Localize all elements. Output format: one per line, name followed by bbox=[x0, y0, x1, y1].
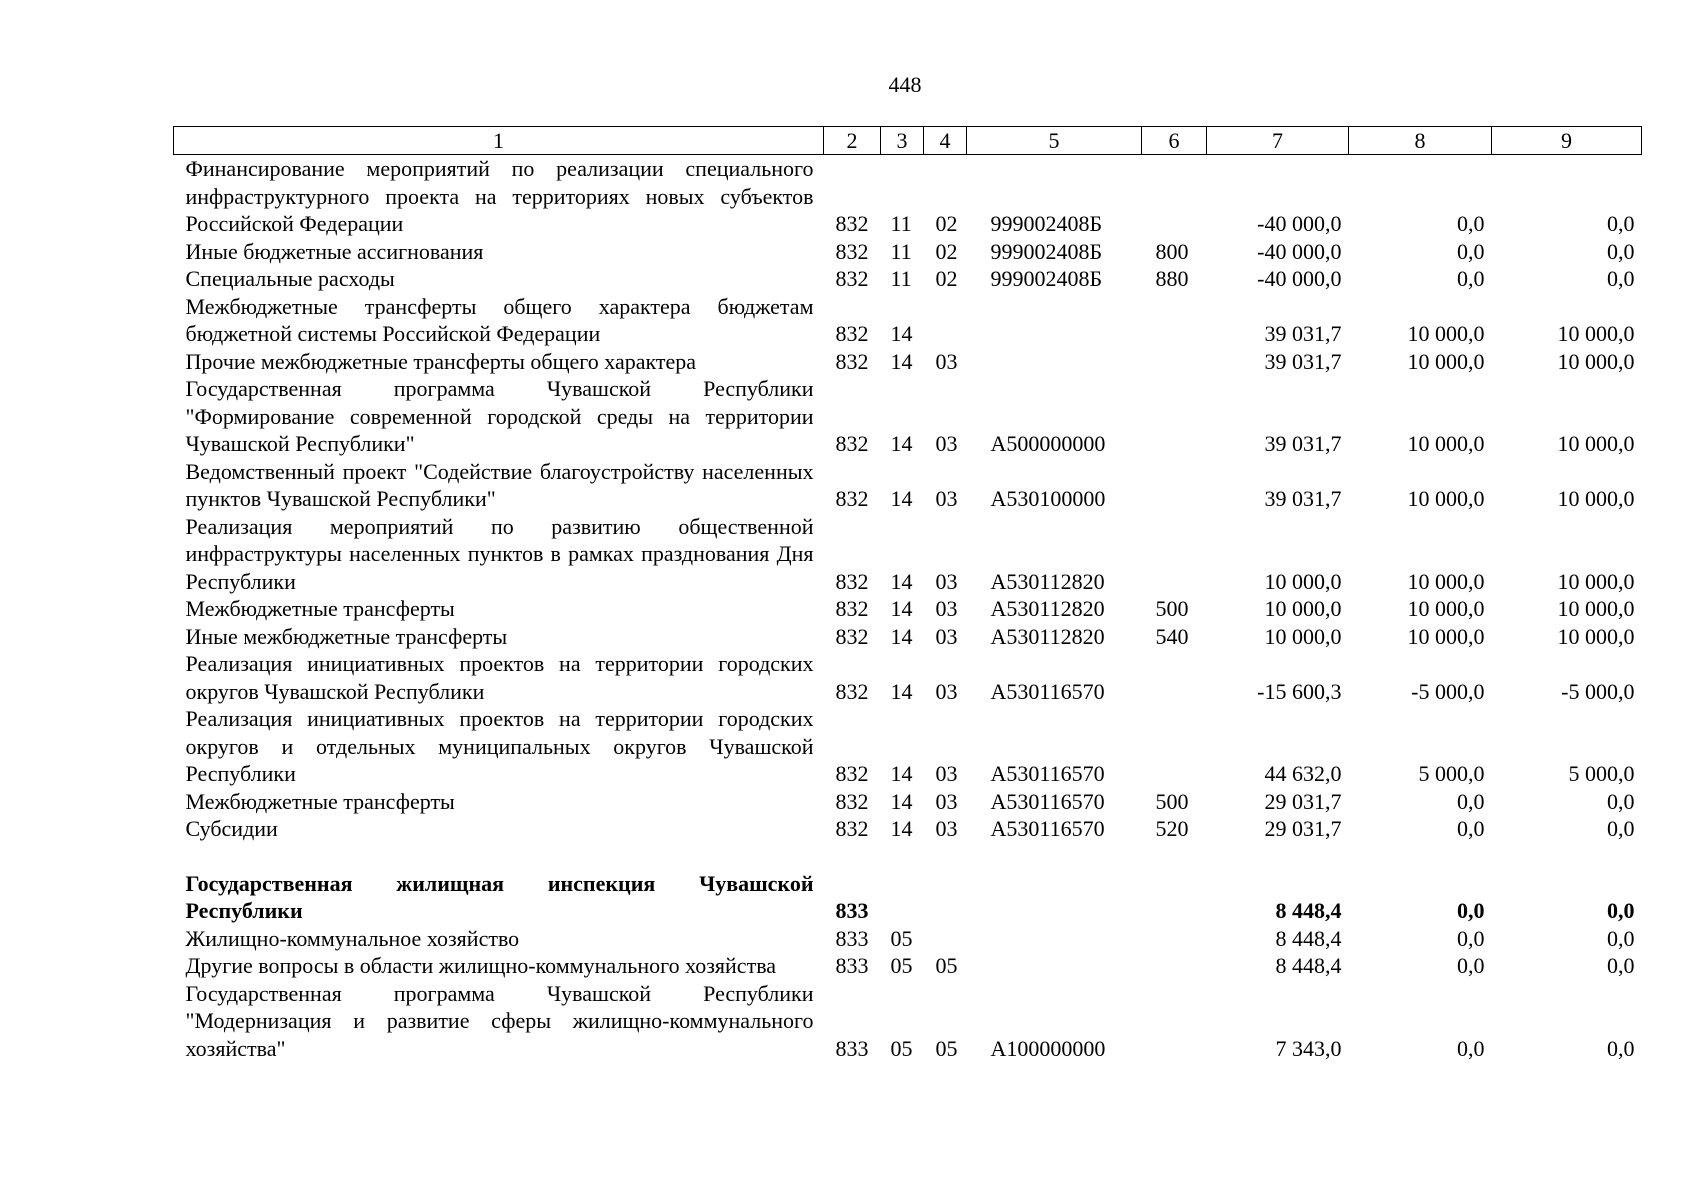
row-name: Государственная программа Чувашской Республики "Модернизация и развитие сферы жилищно-коммунального хозяйства" bbox=[185, 980, 814, 1061]
row-expense-type: 880 bbox=[1155, 266, 1189, 291]
header-col-3: 3 bbox=[881, 127, 924, 155]
row-target-article bbox=[967, 952, 1142, 980]
row-expense-type bbox=[1142, 458, 1207, 513]
row-amount-col8: 0,0 bbox=[1457, 953, 1485, 978]
header-col-8: 8 bbox=[1349, 127, 1492, 155]
header-col-5: 5 bbox=[967, 127, 1142, 155]
row-section: 11 bbox=[890, 211, 912, 236]
row-name: Ведомственный проект "Содействие благоустройству населенных пунктов Чувашской Республики" bbox=[185, 458, 814, 511]
row-amount-col8: 0,0 bbox=[1457, 211, 1485, 236]
row-admin-code: 832 bbox=[835, 816, 869, 841]
row-name: Субсидии bbox=[185, 816, 278, 841]
row-amount-col8: 0,0 bbox=[1457, 925, 1485, 951]
header-col-1: 1 bbox=[174, 127, 824, 155]
row-amount-col8: 10 000,0 bbox=[1407, 486, 1485, 511]
row-subsection: 02 bbox=[935, 266, 958, 291]
row-amount-col7: 39 031,7 bbox=[1264, 321, 1342, 346]
row-target-article: А530116570 bbox=[990, 788, 1105, 814]
row-admin-code: 832 bbox=[835, 238, 869, 264]
row-name: Другие вопросы в области жилищно-коммунального хозяйства bbox=[185, 953, 777, 978]
row-amount-col7: 10 000,0 bbox=[1264, 568, 1342, 594]
table-row bbox=[174, 265, 1642, 293]
row-expense-type: 500 bbox=[1155, 596, 1189, 621]
row-name: Государственная программа Чувашской Республики "Формирование современной городской среды на территории Чувашской Республики" bbox=[185, 376, 814, 456]
row-amount-col9: 10 000,0 bbox=[1557, 486, 1635, 511]
row-amount-col7: 8 448,4 bbox=[1275, 925, 1342, 951]
row-section: 05 bbox=[890, 925, 913, 951]
row-amount-col8: 10 000,0 bbox=[1407, 596, 1485, 621]
row-admin-code: 832 bbox=[835, 788, 869, 814]
row-amount-col9: 10 000,0 bbox=[1557, 348, 1635, 374]
row-expense-type bbox=[1142, 705, 1207, 788]
row-amount-col8: -5 000,0 bbox=[1411, 678, 1485, 704]
row-amount-col8: 0,0 bbox=[1457, 266, 1485, 291]
row-amount-col9: 10 000,0 bbox=[1557, 623, 1635, 649]
table-row bbox=[174, 650, 1642, 705]
row-amount-col8: 0,0 bbox=[1457, 816, 1485, 841]
row-amount-col7: -15 600,3 bbox=[1257, 678, 1342, 704]
row-amount-col7: -40 000,0 bbox=[1257, 211, 1342, 236]
row-admin-code: 833 bbox=[835, 1035, 869, 1061]
row-section: 14 bbox=[890, 596, 913, 621]
row-amount-col8: 10 000,0 bbox=[1407, 431, 1485, 456]
row-expense-type: 540 bbox=[1155, 623, 1189, 649]
row-amount-col9: -5 000,0 bbox=[1561, 678, 1635, 704]
row-subsection: 03 bbox=[935, 761, 958, 786]
row-amount-col9: 10 000,0 bbox=[1557, 568, 1635, 594]
table-row bbox=[174, 788, 1642, 816]
row-amount-col8: 10 000,0 bbox=[1407, 623, 1485, 649]
row-name: Иные бюджетные ассигнования bbox=[185, 238, 484, 264]
row-admin-code: 832 bbox=[835, 678, 869, 704]
row-expense-type bbox=[1142, 952, 1207, 980]
row-target-article bbox=[967, 293, 1142, 348]
table-row bbox=[174, 815, 1642, 843]
row-section: 14 bbox=[890, 431, 913, 456]
row-amount-col7: 10 000,0 bbox=[1264, 623, 1342, 649]
table-row bbox=[174, 952, 1642, 980]
row-target-article bbox=[967, 925, 1142, 953]
row-amount-col9: 0,0 bbox=[1607, 238, 1635, 264]
row-name: Межбюджетные трансферты bbox=[185, 788, 455, 814]
row-amount-col9: 0,0 bbox=[1607, 266, 1635, 291]
table-row bbox=[174, 293, 1642, 348]
row-amount-col9: 0,0 bbox=[1607, 211, 1635, 236]
row-expense-type bbox=[1142, 925, 1207, 953]
row-expense-type bbox=[1142, 375, 1207, 458]
row-admin-code: 832 bbox=[835, 761, 869, 786]
row-name: Специальные расходы bbox=[185, 266, 395, 291]
row-admin-code: 833 bbox=[835, 898, 869, 923]
row-expense-type bbox=[1142, 870, 1207, 925]
row-expense-type bbox=[1142, 348, 1207, 376]
row-target-article: 999002408Б bbox=[990, 211, 1103, 236]
header-col-7: 7 bbox=[1207, 127, 1349, 155]
table-row bbox=[174, 348, 1642, 376]
table-row bbox=[174, 375, 1642, 458]
row-amount-col9: 10 000,0 bbox=[1557, 431, 1635, 456]
row-subsection: 03 bbox=[935, 596, 958, 621]
row-subsection bbox=[924, 293, 967, 348]
row-amount-col7: 39 031,7 bbox=[1264, 486, 1342, 511]
page-number: 448 bbox=[888, 72, 922, 97]
row-admin-code: 832 bbox=[835, 321, 869, 346]
row-name: Иные межбюджетные трансферты bbox=[185, 623, 508, 649]
row-amount-col8: 0,0 bbox=[1457, 1035, 1485, 1061]
row-name: Межбюджетные трансферты bbox=[185, 596, 455, 621]
row-admin-code: 832 bbox=[835, 623, 869, 649]
row-admin-code: 833 bbox=[835, 925, 869, 951]
table-row bbox=[174, 595, 1642, 623]
row-section: 14 bbox=[890, 678, 913, 704]
table-row bbox=[174, 623, 1642, 651]
row-section: 11 bbox=[890, 266, 912, 291]
row-subsection: 03 bbox=[935, 348, 958, 374]
table-spacer-row bbox=[174, 843, 1642, 870]
row-amount-col7: 44 632,0 bbox=[1264, 761, 1342, 786]
row-section: 11 bbox=[890, 238, 912, 264]
table-row bbox=[174, 870, 1642, 925]
header-col-2: 2 bbox=[824, 127, 881, 155]
table-row bbox=[174, 980, 1642, 1063]
row-amount-col8: 0,0 bbox=[1457, 898, 1485, 923]
row-amount-col9: 10 000,0 bbox=[1557, 596, 1635, 621]
row-subsection: 05 bbox=[935, 953, 958, 978]
row-section: 14 bbox=[890, 348, 913, 374]
row-section: 05 bbox=[890, 953, 913, 978]
row-section: 14 bbox=[890, 486, 913, 511]
row-name: Прочие межбюджетные трансферты общего характера bbox=[185, 348, 697, 374]
row-subsection: 02 bbox=[935, 238, 958, 264]
row-amount-col9: 10 000,0 bbox=[1557, 321, 1635, 346]
table-row bbox=[174, 238, 1642, 266]
row-target-article: А500000000 bbox=[990, 431, 1106, 456]
row-admin-code: 833 bbox=[835, 953, 869, 978]
budget-table bbox=[173, 126, 1642, 1062]
row-expense-type bbox=[1142, 513, 1207, 596]
row-subsection: 03 bbox=[935, 568, 958, 594]
row-expense-type bbox=[1142, 650, 1207, 705]
header-col-4: 4 bbox=[924, 127, 967, 155]
table-row bbox=[174, 513, 1642, 596]
row-target-article: 999002408Б bbox=[990, 238, 1103, 264]
row-expense-type bbox=[1142, 980, 1207, 1063]
row-section: 14 bbox=[890, 623, 913, 649]
row-section: 14 bbox=[890, 761, 913, 786]
row-subsection: 03 bbox=[935, 486, 958, 511]
row-subsection: 02 bbox=[935, 211, 958, 236]
row-target-article: 999002408Б bbox=[990, 266, 1103, 291]
row-target-article: А530116570 bbox=[990, 761, 1105, 786]
row-subsection: 03 bbox=[935, 678, 958, 704]
row-amount-col9: 0,0 bbox=[1607, 925, 1635, 951]
table-header-row bbox=[174, 127, 1642, 155]
row-target-article: А530112820 bbox=[990, 623, 1105, 649]
row-amount-col8: 10 000,0 bbox=[1407, 348, 1485, 374]
row-expense-type bbox=[1142, 293, 1207, 348]
header-col-9: 9 bbox=[1492, 127, 1642, 155]
table-body bbox=[174, 155, 1642, 1063]
row-name: Реализация инициативных проектов на территории городских округов Чувашской Республики bbox=[185, 651, 814, 704]
row-admin-code: 832 bbox=[835, 211, 869, 236]
row-target-article bbox=[967, 348, 1142, 376]
row-amount-col7: -40 000,0 bbox=[1257, 266, 1342, 291]
row-expense-type: 520 bbox=[1155, 816, 1189, 841]
table-row bbox=[174, 155, 1642, 238]
row-target-article: А530112820 bbox=[990, 596, 1105, 621]
row-amount-col8: 10 000,0 bbox=[1407, 321, 1485, 346]
row-target-article: А530116570 bbox=[990, 678, 1105, 704]
row-amount-col7: 8 448,4 bbox=[1275, 953, 1342, 978]
row-subsection bbox=[924, 925, 967, 953]
row-section: 05 bbox=[890, 1035, 913, 1061]
row-subsection: 03 bbox=[935, 816, 958, 841]
row-amount-col7: -40 000,0 bbox=[1257, 238, 1342, 264]
row-admin-code: 832 bbox=[835, 266, 869, 291]
row-amount-col9: 5 000,0 bbox=[1568, 761, 1635, 786]
row-amount-col7: 39 031,7 bbox=[1264, 431, 1342, 456]
row-amount-col9: 0,0 bbox=[1607, 953, 1635, 978]
row-admin-code: 832 bbox=[835, 486, 869, 511]
row-amount-col7: 29 031,7 bbox=[1264, 816, 1342, 841]
row-expense-type: 800 bbox=[1155, 238, 1189, 264]
row-name: Межбюджетные трансферты общего характера бюджетам бюджетной системы Российской Федерации bbox=[185, 293, 814, 346]
table-row bbox=[174, 705, 1642, 788]
row-subsection bbox=[924, 870, 967, 925]
row-expense-type bbox=[1142, 155, 1207, 238]
row-subsection: 05 bbox=[935, 1035, 958, 1061]
row-target-article: А530100000 bbox=[990, 486, 1106, 511]
row-amount-col7: 7 343,0 bbox=[1275, 1035, 1342, 1061]
row-amount-col8: 5 000,0 bbox=[1418, 761, 1485, 786]
row-name: Государственная жилищная инспекция Чувашской Республики bbox=[185, 870, 814, 923]
header-col-6: 6 bbox=[1142, 127, 1207, 155]
row-name: Финансирование мероприятий по реализации специального инфраструктурного проекта на территориях новых субъектов Российской Федерации bbox=[185, 156, 814, 236]
row-subsection: 03 bbox=[935, 788, 958, 814]
row-amount-col8: 0,0 bbox=[1457, 238, 1485, 264]
row-target-article: А100000000 bbox=[990, 1035, 1106, 1061]
row-admin-code: 832 bbox=[835, 568, 869, 594]
row-section: 14 bbox=[890, 321, 913, 346]
row-subsection: 03 bbox=[935, 623, 958, 649]
spacer-cell bbox=[174, 843, 1642, 870]
row-target-article: А530116570 bbox=[990, 816, 1105, 841]
row-amount-col9: 0,0 bbox=[1607, 898, 1635, 923]
row-expense-type: 500 bbox=[1155, 788, 1189, 814]
row-admin-code: 832 bbox=[835, 431, 869, 456]
row-target-article bbox=[967, 870, 1142, 925]
row-amount-col9: 0,0 bbox=[1607, 1035, 1635, 1061]
row-name: Реализация мероприятий по развитию общественной инфраструктуры населенных пунктов в рамках празднования Дня Республики bbox=[185, 513, 814, 594]
row-amount-col8: 10 000,0 bbox=[1407, 568, 1485, 594]
row-admin-code: 832 bbox=[835, 348, 869, 374]
row-subsection: 03 bbox=[935, 431, 958, 456]
row-amount-col7: 29 031,7 bbox=[1264, 788, 1342, 814]
row-amount-col7: 8 448,4 bbox=[1275, 898, 1342, 923]
row-amount-col9: 0,0 bbox=[1607, 816, 1635, 841]
row-amount-col7: 39 031,7 bbox=[1264, 348, 1342, 374]
row-amount-col9: 0,0 bbox=[1607, 788, 1635, 814]
row-section: 14 bbox=[890, 816, 913, 841]
row-section bbox=[881, 870, 924, 925]
row-name: Жилищно-коммунальное хозяйство bbox=[185, 925, 520, 951]
row-name: Реализация инициативных проектов на территории городских округов и отдельных муниципальных округов Чувашской Республики bbox=[185, 706, 814, 786]
row-target-article: А530112820 bbox=[990, 568, 1105, 594]
row-section: 14 bbox=[890, 568, 913, 594]
row-amount-col8: 0,0 bbox=[1457, 788, 1485, 814]
table-row bbox=[174, 458, 1642, 513]
table-row bbox=[174, 925, 1642, 953]
row-admin-code: 832 bbox=[835, 596, 869, 621]
row-amount-col7: 10 000,0 bbox=[1264, 596, 1342, 621]
row-section: 14 bbox=[890, 788, 913, 814]
